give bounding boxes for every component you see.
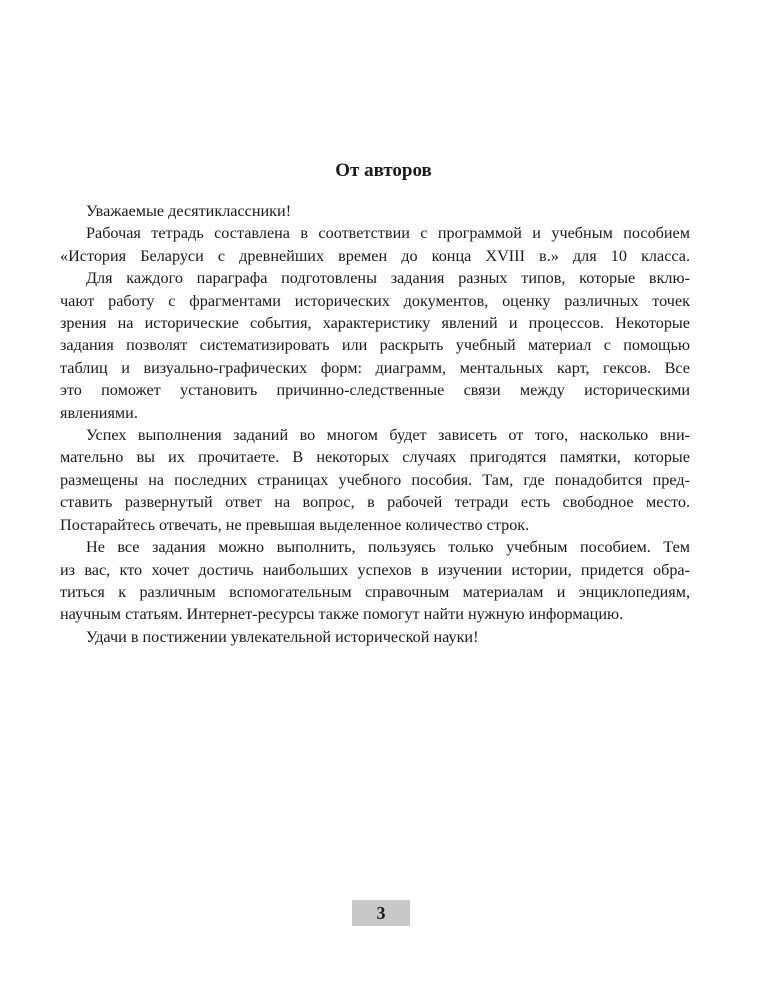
text-line: таблиц и визуально-графических форм: диаграмм, ментальных карт, гексов. Все	[60, 358, 690, 377]
text-line: чают работу с фрагментами исторических документов, оценку различных точек	[60, 291, 690, 310]
text-line: Удачи в постижении увлекательной исторической науки!	[86, 627, 479, 646]
text-line: Уважаемые десятиклассники!	[86, 202, 292, 220]
page-title: От авторов	[335, 160, 432, 181]
text-line: научным статьям. Интернет-ресурсы также помогут найти нужную информацию.	[60, 605, 624, 624]
text-line: Рабочая тетрадь составлена в соответствии с программой и учебным пособием	[86, 224, 690, 243]
text-line: Для каждого параграфа подготовлены задания разных типов, которые вклю-	[86, 269, 690, 288]
text-line: это поможет установить причинно-следственные связи между историческими	[60, 381, 690, 400]
text-line: мательно вы их прочитаете. В некоторых случаях пригодятся памятки, которые	[60, 448, 690, 467]
page-number: 3	[352, 900, 410, 926]
text-line: явлениями.	[60, 403, 138, 422]
text-line: Постарайтесь отвечать, не превышая выделенное количество строк.	[60, 515, 530, 534]
body-text	[60, 200, 690, 648]
text-line: «История Беларуси с древнейших времен до конца XVIII в.» для 10 класса.	[60, 246, 690, 265]
text-line: задания позволят систематизировать или раскрыть учебный материал с помощью	[60, 336, 690, 355]
text-line: размещены на последних страницах учебного пособия. Там, где понадобится пред-	[60, 470, 690, 489]
text-line: зрения на исторические события, характеристику явлений и процессов. Некоторые	[60, 314, 690, 333]
text-line: Не все задания можно выполнить, пользуясь только учебным пособием. Тем	[86, 538, 690, 557]
text-line: титься к различным вспомогательным справочным материалам и энциклопедиям,	[60, 582, 690, 601]
text-line: Успех выполнения заданий во многом будет зависеть от того, насколько вни-	[86, 426, 690, 445]
text-line: из вас, кто хочет достичь наибольших успехов в изучении истории, придется обра-	[60, 560, 690, 579]
text-line: ставить развернутый ответ на вопрос, в рабочей тетради есть свободное место.	[60, 493, 690, 512]
